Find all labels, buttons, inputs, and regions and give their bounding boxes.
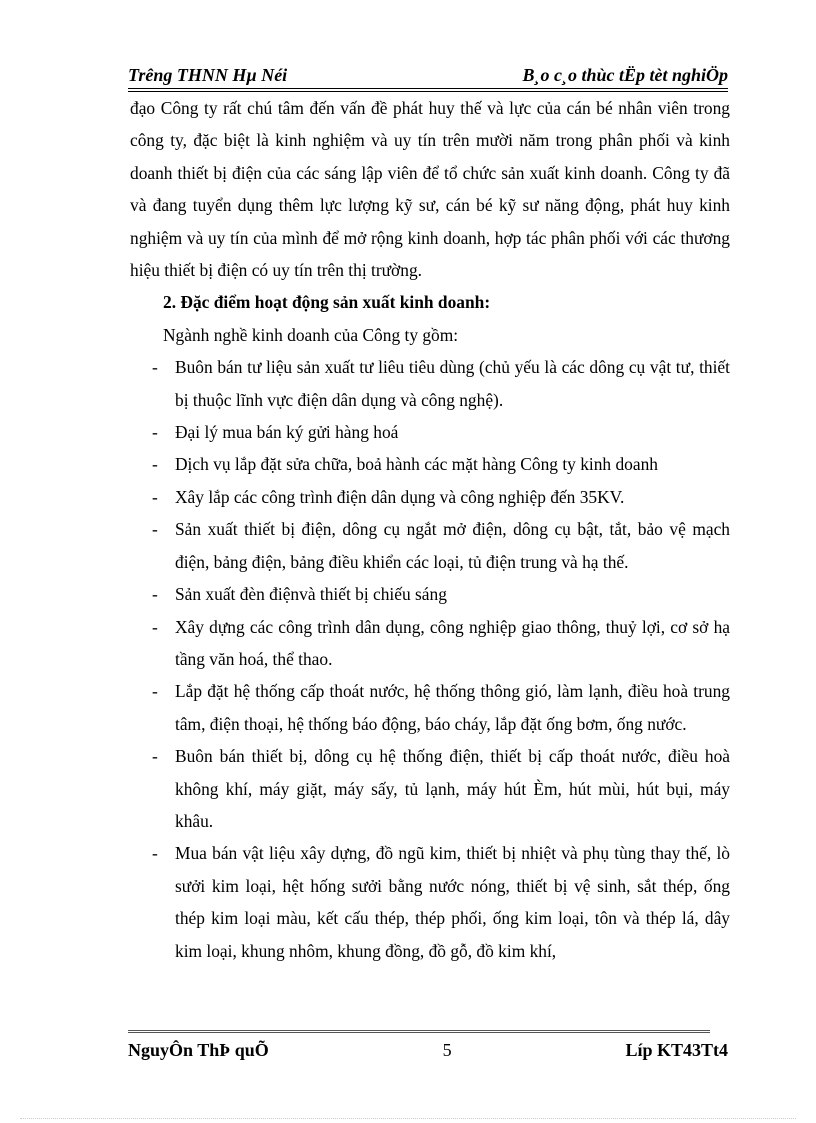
list-item-text: Lắp đặt hệ thống cấp thoát nước, hệ thống thông gió, làm lạnh, điều hoà trung tâm, điện thoại, hệ thống báo động, báo cháy, lắp đặt ống bơm, ống nước.	[175, 681, 730, 734]
list-item	[130, 611, 730, 676]
page-body	[130, 92, 730, 967]
page-header	[128, 56, 728, 92]
section-heading: 2. Đặc điểm hoạt động sản xuất kinh doanh:	[163, 292, 491, 313]
list-item	[130, 481, 730, 513]
list-item-text: Buôn bán thiết bị, dông cụ hệ thống điện, thiết bị cấp thoát nước, điều hoà không khí, máy giặt, máy sấy, tủ lạnh, máy hút Èm, hút mùi, hút bụi, máy khâu.	[175, 746, 730, 831]
bullet-dash: -	[152, 843, 158, 864]
bullet-dash: -	[152, 584, 158, 605]
list-item	[130, 513, 730, 578]
footer-author: NguyÔn ThÞ quÕ	[128, 1040, 269, 1060]
bullet-dash: -	[152, 681, 158, 702]
body-paragraph: đạo Công ty rất chú tâm đến vấn đề phát huy thế và lực của cán bé nhân viên trong công ty, đặc biệt là kinh nghiệm và uy tín trên mười năm trong phân phối và kinh doanh thiết bị điện của các sáng lập viên để tổ chức sản xuất kinh doanh. Công ty đã và đang tuyển dụng thêm lực lượng kỹ sư, cán bé kỹ sư năng động, phát huy kinh nghiệm và uy tín của mình để mở rộng kinh doanh, hợp tác phân phối với các thương hiệu thiết bị điện có uy tín trên thị trường.	[130, 98, 730, 281]
list-intro: Ngành nghề kinh doanh của Công ty gồm:	[163, 324, 459, 345]
bullet-dash: -	[152, 519, 158, 540]
footer-class: Líp KT43Tt4	[625, 1040, 728, 1060]
page-footer	[128, 1040, 728, 1061]
business-lines-list	[130, 351, 730, 967]
bullet-dash: -	[152, 357, 158, 378]
footer-divider	[128, 1030, 710, 1033]
list-item-text: Đại lý mua bán ký gửi hàng hoá	[175, 422, 399, 443]
list-item-text: Dịch vụ lắp đặt sửa chữa, boả hành các mặt hàng Công ty kinh doanh	[175, 454, 658, 475]
header-right: B¸o c¸o thùc tËp tèt nghiÖp	[522, 65, 728, 85]
bullet-dash: -	[152, 616, 158, 637]
bullet-dash: -	[152, 454, 158, 475]
list-item	[130, 448, 730, 480]
page-number: 5	[442, 1040, 452, 1060]
list-item-text: Xây lắp các công trình điện dân dụng và công nghiệp đến 35KV.	[175, 486, 625, 507]
list-item-text: Mua bán vật liệu xây dựng, đồ ngũ kim, thiết bị nhiệt và phụ tùng thay thế, lò sưởi kim loại, hệt hống sưởi bằng nước nóng, thiết bị vệ sinh, sắt thép, ống thép kim loại màu, kết cấu thép, thép phối, ống kim loại, tôn và thép lá, dây kim loại, khung nhôm, khung đồng, đồ gỗ, đồ kim khí,	[175, 843, 730, 961]
page-edge-divider	[20, 1118, 796, 1119]
list-item	[130, 675, 730, 740]
list-item-text: Xây dựng các công trình dân dụng, công nghiệp giao thông, thuỷ lợi, cơ sở hạ tầng văn hoá, thể thao.	[175, 616, 730, 669]
bullet-dash: -	[152, 746, 158, 767]
list-item	[130, 837, 730, 967]
bullet-dash: -	[152, 422, 158, 443]
list-item	[130, 578, 730, 610]
header-left: Trêng THNN Hµ Néi	[128, 65, 288, 85]
list-item-text: Sản xuất thiết bị điện, dông cụ ngắt mở điện, dông cụ bật, tắt, bảo vệ mạch điện, bảng điện, bảng điều khiển các loại, tủ điện trung và hạ thế.	[175, 519, 730, 572]
list-item	[130, 416, 730, 448]
list-item	[130, 740, 730, 837]
list-item-text: Sản xuất đèn điệnvà thiết bị chiếu sáng	[175, 584, 447, 605]
list-item-text: Buôn bán tư liệu sản xuất tư liêu tiêu dùng (chủ yếu là các dông cụ vật tư, thiết bị thuộc lĩnh vực điện dân dụng và công nghệ).	[175, 357, 730, 410]
bullet-dash: -	[152, 486, 158, 507]
list-item	[130, 351, 730, 416]
